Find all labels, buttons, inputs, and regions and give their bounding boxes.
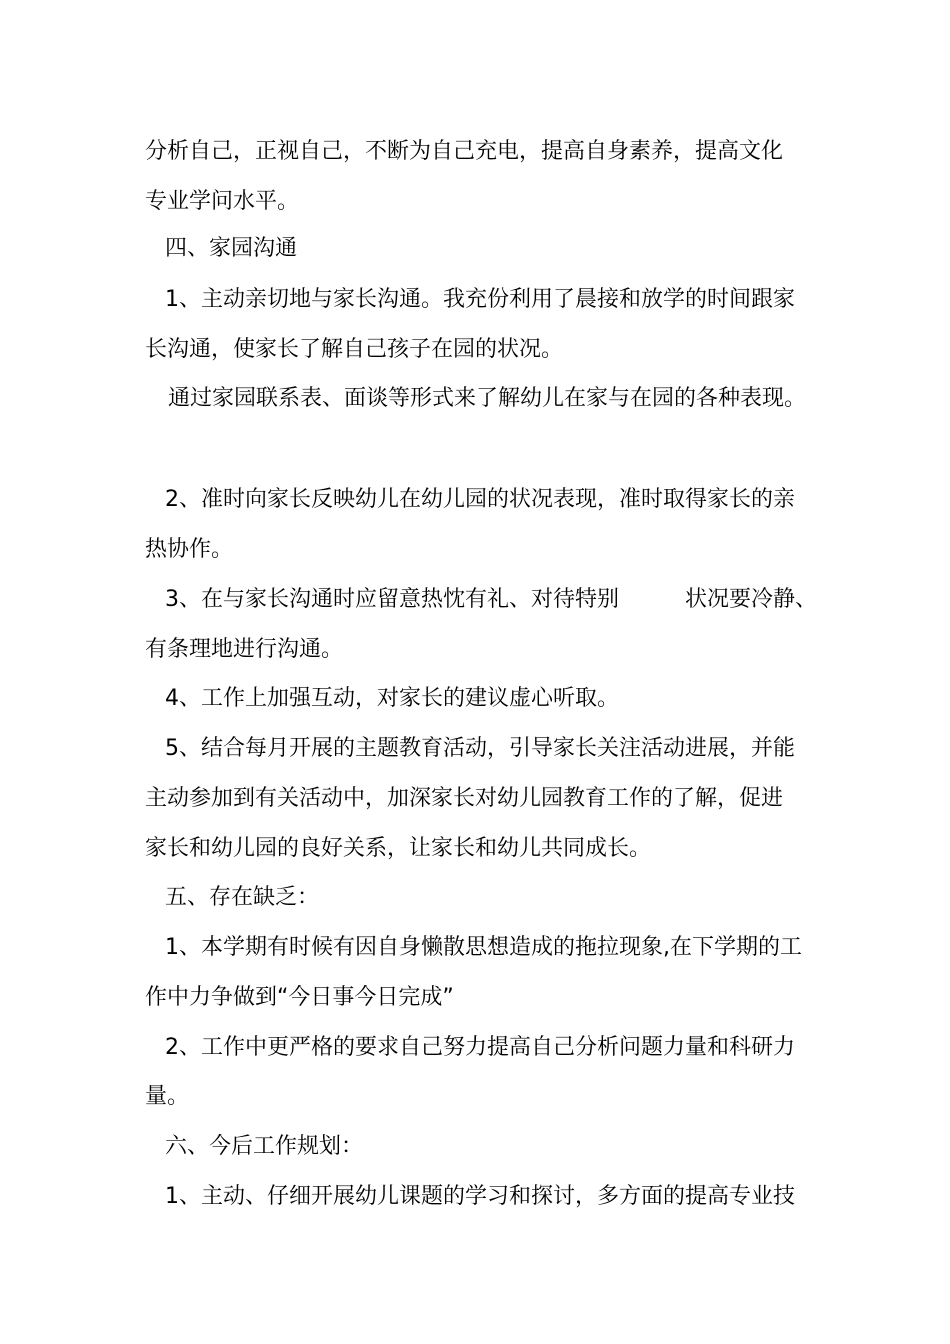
section-heading: 六、今后工作规划： [165,1134,364,1159]
paragraph-line: 作中力争做到“今日事今日完成” [145,985,454,1010]
paragraph-line: 1、主动亲切地与家长沟通。我充份利用了晨接和放学的时间跟家 [165,287,795,312]
paragraph-line: 2、工作中更严格的要求自己努力提高自己分析问题力量和科研力 [165,1035,795,1060]
paragraph-line: 4、工作上加强互动，对家长的建议虚心听取。 [165,686,619,711]
paragraph-line: 有条理地进行沟通。 [145,637,344,662]
paragraph-line: 量。 [145,1084,190,1109]
section-heading: 五、存在缺乏： [165,885,320,910]
paragraph-line: 分析自己，正视自己，不断为自己充电，提高自身素养，提高文化 [145,139,784,164]
paragraph-line: 5、结合每月开展的主题教育活动，引导家长关注活动进展，并能 [165,736,795,761]
paragraph-line: 家长和幼儿园的良好关系，让家长和幼儿共同成长。 [145,836,652,861]
section-heading: 四、家园沟通 [165,236,298,261]
paragraph-line: 2、准时向家长反映幼儿在幼儿园的状况表现，准时取得家长的亲 [165,487,795,512]
paragraph-line: 1、主动、仔细开展幼儿课题的学习和探讨，多方面的提高专业技 [165,1184,795,1209]
paragraph-line: 长沟通，使家长了解自己孩子在园的状况。 [145,337,564,362]
paragraph-line: 3、在与家长沟通时应留意热忱有礼、对待特别 状况要冷静、 [165,587,817,612]
paragraph-line: 通过家园联系表、面谈等形式来了解幼儿在家与在园的各种表现。 [168,386,807,411]
paragraph-line: 主动参加到有关活动中，加深家长对幼儿园教育工作的了解，促进 [145,786,784,811]
paragraph-line: 1、本学期有时候有因自身懒散思想造成的拖拉现象,在下学期的工 [165,935,802,960]
paragraph-line: 热协作。 [145,537,234,562]
paragraph-line: 专业学问水平。 [145,189,300,214]
